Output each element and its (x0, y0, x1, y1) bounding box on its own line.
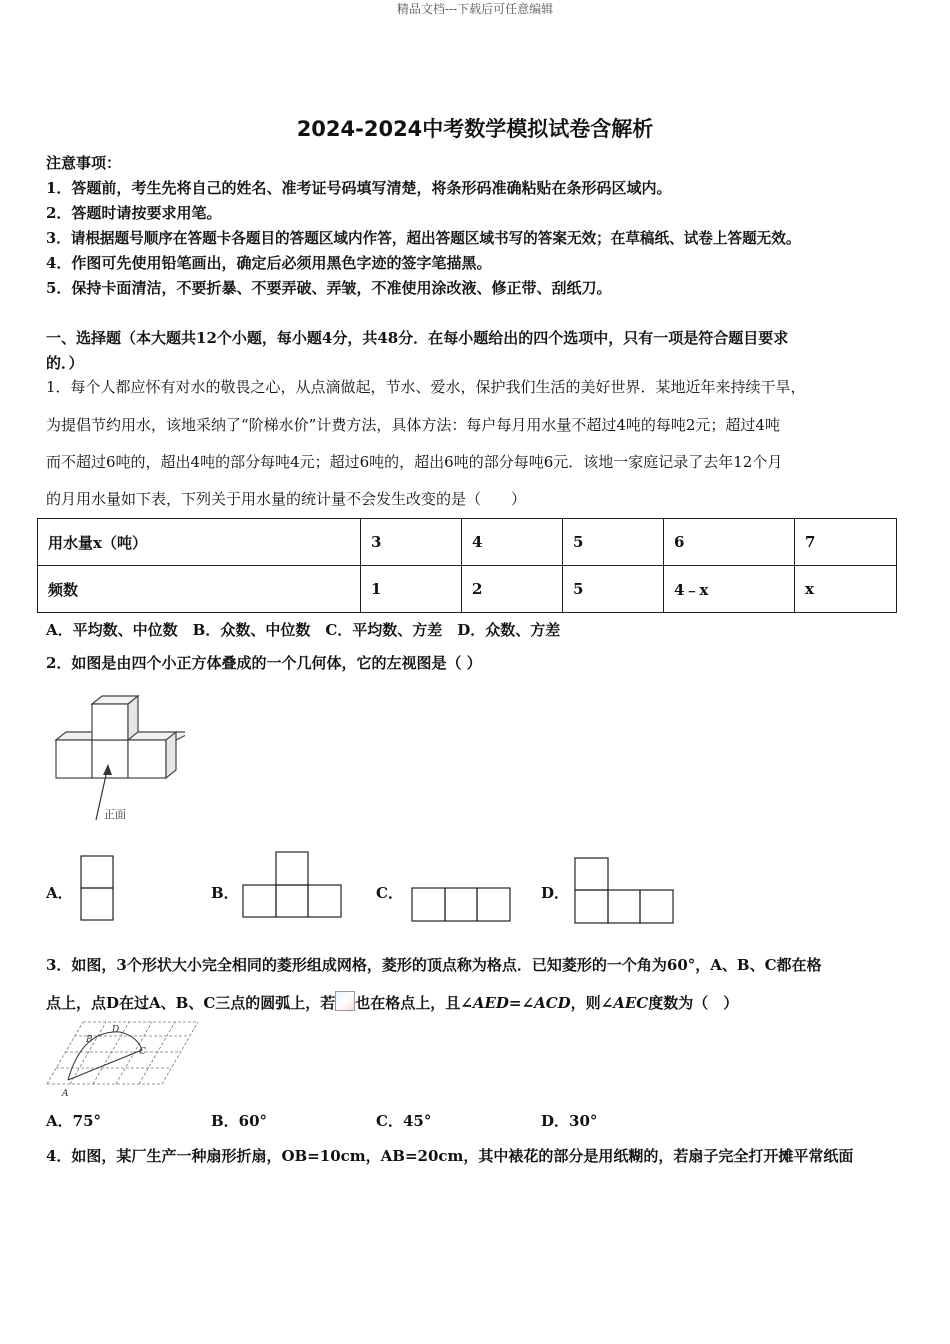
front-label: 正面 (104, 808, 126, 821)
option-c-view (411, 887, 513, 923)
q3-text-line2 (46, 991, 738, 1013)
q3-text: 点上，点D在过A、B、C三点的圆弧上，若 (46, 994, 336, 1012)
notice-item: 5．保持卡面清洁，不要折暴、不要弄破、弄皱，不准使用涂改液、修正带、刮纸刀。 (46, 279, 612, 297)
broken-image-icon (335, 991, 355, 1011)
notice-item: 1．答题前，考生先将自己的姓名、准考证号码填写清楚，将条形码准确粘贴在条形码区域内。 (46, 179, 672, 197)
notice-item: 2．答题时请按要求用笔。 (46, 204, 222, 222)
q1-text: 的月用水量如下表，下列关于用水量的统计量不会发生改变的是（ ） (46, 490, 527, 508)
q3-text: 度数为（ ） (648, 994, 739, 1012)
q4-text: 4．如图，某厂生产一种扇形折扇，OB=10cm，AB=20cm，其中裱花的部分是用纸糊的，若扇子完全打开摊平常纸面 (46, 1147, 854, 1165)
q3-option-a: A．75° (46, 1112, 102, 1130)
table-cell: 4﹣x (664, 566, 795, 613)
option-b-view (242, 851, 344, 919)
q3-equation: ∠AEC (600, 994, 649, 1012)
q1-text: 1．每个人都应怀有对水的敬畏之心，从点滴做起，节水、爱水，保护我们生活的美好世界．某地近年来持续干旱， (46, 378, 806, 396)
q1-text: 而不超过6吨的，超出4吨的部分每吨4元；超过6吨的，超出6吨的部分每吨6元．该地一家庭记录了去年12个月 (46, 453, 783, 471)
q2-option-b: B． (211, 884, 239, 902)
table-cell: 用水量x（吨） (38, 519, 361, 566)
table-row (38, 566, 897, 613)
point-label-c: C (139, 1047, 146, 1057)
table-cell: 6 (664, 519, 795, 566)
q2-option-c: C． (376, 884, 403, 902)
q3-option-d: D．30° (541, 1112, 598, 1130)
notice-item: 3．请根据题号顺序在答题卡各题目的答题区域内作答，超出答题区域书写的答案无效；在草稿纸、试卷上答题无效。 (46, 230, 801, 247)
page-title: 2024-2024中考数学模拟试卷含解析 (296, 117, 654, 141)
section-heading: 一、选择题（本大题共12个小题，每小题4分，共48分．在每小题给出的四个选项中，只有一项是符合题目要求 (46, 329, 789, 347)
q3-option-c: C．45° (376, 1112, 432, 1130)
q3-text: 3．如图，3个形状大小完全相同的菱形组成网格，菱形的顶点称为格点．已知菱形的一个角为60°，A、B、C都在格 (46, 956, 822, 974)
table-cell: 5 (563, 519, 664, 566)
rhombus-grid-figure (42, 1020, 204, 1100)
q1-options: A．平均数、中位数 B．众数、中位数 C．平均数、方差 D．众数、方差 (46, 621, 561, 639)
q3-text: 也在格点上，且 (355, 994, 461, 1012)
table-cell: 4 (462, 519, 563, 566)
notice-heading: 注意事项： (46, 154, 122, 172)
point-label-d: D (112, 1025, 120, 1035)
table-cell: 1 (361, 566, 462, 613)
point-label-a: A (62, 1089, 69, 1099)
point-label-b: B (86, 1035, 93, 1045)
table-cell: 频数 (38, 566, 361, 613)
section-heading-cont: 的．） (46, 354, 84, 372)
water-usage-table (37, 518, 897, 613)
option-a-view (80, 855, 116, 923)
q3-text: ，则 (570, 994, 601, 1012)
notice-item: 4．作图可先使用铅笔画出，确定后必须用黑色字迹的签字笔描黑。 (46, 254, 492, 272)
q1-text: 为提倡节约用水，该地采纳了“阶梯水价”计费方法，具体方法：每户每月用水量不超过4吨的每吨2元；超过4吨 (46, 416, 780, 434)
q2-option-d: D． (541, 884, 570, 902)
q2-text: 2．如图是由四个小正方体叠成的一个几何体，它的左视图是（ ） (46, 654, 482, 672)
table-cell: x (795, 566, 897, 613)
table-cell: 3 (361, 519, 462, 566)
q3-option-b: B．60° (211, 1112, 268, 1130)
option-d-view (574, 857, 676, 925)
table-cell: 7 (795, 519, 897, 566)
table-cell: 2 (462, 566, 563, 613)
q2-option-a: A． (46, 884, 73, 902)
page-header: 精品文档---下载后可任意编辑 (396, 2, 554, 16)
table-cell: 5 (563, 566, 664, 613)
table-row (38, 519, 897, 566)
q3-equation: ∠AED=∠ACD (460, 994, 571, 1012)
